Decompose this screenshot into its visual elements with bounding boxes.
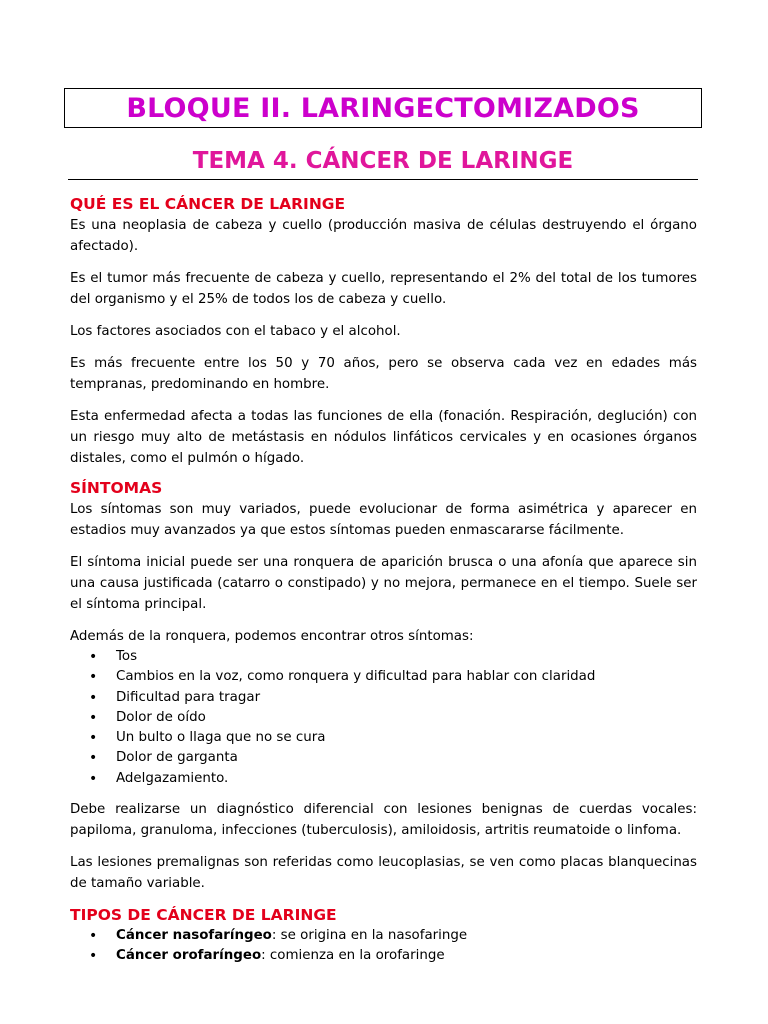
- list-item: [70, 946, 697, 966]
- paragraph: Los síntomas son muy variados, puede evolucionar de forma asimétrica y aparecer en estadios muy avanzados ya que estos síntomas pueden enmascararse fácilmente.: [70, 502, 697, 538]
- paragraph: Es una neoplasia de cabeza y cuello (producción masiva de células destruyendo el órgano afectado).: [70, 218, 697, 254]
- paragraph: Es el tumor más frecuente de cabeza y cuello, representando el 2% del total de los tumores del organismo y el 25% de todos los de cabeza y cuello.: [70, 271, 697, 307]
- list-item: • Adelgazamiento.: [70, 769, 697, 789]
- list-item: • Cambios en la voz, como ronquera y dificultad para hablar con claridad: [70, 667, 697, 687]
- paragraph: Las lesiones premalignas son referidas como leucoplasias, se ven como placas blanquecinas de tamaño variable.: [70, 855, 697, 892]
- paragraph: Los factores asociados con el tabaco y el alcohol.: [70, 324, 401, 339]
- paragraph: Esta enfermedad afecta a todas las funciones de ella (fonación. Respiración, deglución) con un riesgo muy alto de metástasis en nódulos linfáticos cervicales y en ocasiones órganos distales, como el pulmón o hígado.: [70, 409, 697, 466]
- type-term: Cáncer orofaríngeo: [116, 948, 262, 964]
- type-term: Cáncer nasofaríngeo: [116, 928, 272, 944]
- list-item: • Dificultad para tragar: [70, 688, 697, 708]
- section-heading-que-es: QUÉ ES EL CÁNCER DE LARINGE: [70, 195, 346, 213]
- list-item: [70, 926, 697, 946]
- title-box: [64, 88, 702, 128]
- paragraph: Debe realizarse un diagnóstico diferencial con lesiones benignas de cuerdas vocales: papiloma, granuloma, infecciones (tuberculosis), amiloidosis, artritis reumatoide o linfoma.: [70, 802, 697, 839]
- subtitle-underline: [68, 179, 698, 180]
- list-item: • Tos: [70, 647, 697, 667]
- document-body: [70, 194, 697, 977]
- paragraph: Es más frecuente entre los 50 y 70 años, pero se observa cada vez en edades más tempranas, predominando en hombre.: [70, 356, 697, 392]
- list-item: • Dolor de garganta: [70, 748, 697, 768]
- document-title: BLOQUE II. LARINGECTOMIZADOS: [126, 92, 640, 124]
- types-list: [70, 926, 697, 967]
- section-heading-tipos: TIPOS DE CÁNCER DE LARINGE: [70, 906, 337, 925]
- type-description: : se origina en la nasofaringe: [271, 928, 468, 944]
- topic-subtitle: TEMA 4. CÁNCER DE LARINGE: [192, 148, 574, 174]
- list-item: • Dolor de oído: [70, 708, 697, 728]
- paragraph: El síntoma inicial puede ser una ronquera de aparición brusca o una afonía que aparece sin una causa justificada (catarro o constipado) y no mejora, permanece en el tiempo. Suele ser el síntoma principal.: [70, 555, 697, 612]
- section-heading-sintomas: SÍNTOMAS: [70, 479, 163, 497]
- list-item: • Un bulto o llaga que no se cura: [70, 728, 697, 748]
- paragraph: Además de la ronquera, podemos encontrar otros síntomas:: [70, 629, 474, 644]
- symptoms-list: [70, 647, 697, 789]
- type-description: : comienza en la orofaringe: [261, 948, 445, 964]
